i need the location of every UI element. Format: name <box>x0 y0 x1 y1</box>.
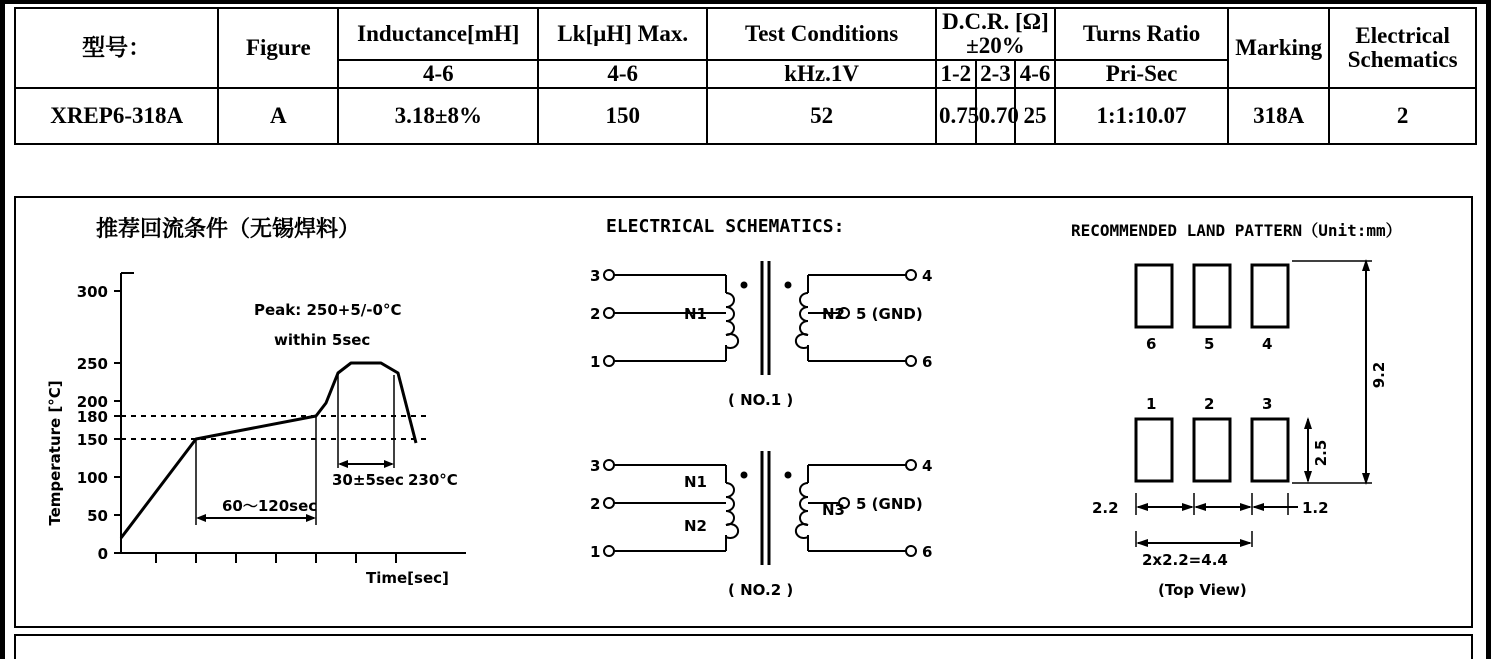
top-border-bar <box>5 0 1486 4</box>
header-model: 型号： <box>15 8 218 88</box>
header-dcr-4-6: 4-6 <box>1015 60 1055 88</box>
header-lk-sub: 4-6 <box>538 60 707 88</box>
svg-text:2x2.2=4.4: 2x2.2=4.4 <box>1142 551 1228 569</box>
header-figure: Figure <box>218 8 338 88</box>
svg-text:N1: N1 <box>684 473 707 491</box>
svg-text:2: 2 <box>590 305 601 323</box>
schematic-no2 <box>590 451 932 599</box>
cell-turns-ratio: 1:1:10.07 <box>1055 88 1228 144</box>
header-marking: Marking <box>1228 8 1329 88</box>
svg-text:2.5: 2.5 <box>1312 439 1330 467</box>
svg-text:180: 180 <box>76 408 108 426</box>
reflow-section-title: 推荐回流条件（无锡焊料） <box>96 217 361 242</box>
svg-text:6: 6 <box>922 353 933 371</box>
header-dcr: D.C.R. [Ω] ±20% <box>936 8 1055 60</box>
cell-lk: 150 <box>538 88 707 144</box>
header-inductance: Inductance[mH] <box>338 8 538 60</box>
svg-text:3: 3 <box>590 457 601 475</box>
cell-dcr-4-6: 25 <box>1015 88 1055 144</box>
land-pattern-section-title: RECOMMENDED LAND PATTERN（Unit:mm） <box>1071 221 1402 240</box>
cell-figure: A <box>218 88 338 144</box>
svg-text:9.2: 9.2 <box>1370 361 1388 389</box>
svg-text:50: 50 <box>87 507 108 525</box>
cell-dcr-2-3: 0.70 <box>976 88 1016 144</box>
svg-text:N2: N2 <box>684 517 707 535</box>
cell-model: XREP6-318A <box>15 88 218 144</box>
svg-text:2: 2 <box>1204 395 1215 413</box>
schematics-section-title: ELECTRICAL SCHEMATICS: <box>606 216 845 237</box>
svg-text:1: 1 <box>590 543 601 561</box>
cell-inductance: 3.18±8% <box>338 88 538 144</box>
specification-table <box>14 7 1477 145</box>
svg-text:N3: N3 <box>822 501 845 519</box>
svg-text:150: 150 <box>76 431 108 449</box>
svg-text:Time[sec]: Time[sec] <box>366 569 449 587</box>
svg-text:5: 5 <box>1204 335 1215 353</box>
svg-text:N2: N2 <box>822 305 845 323</box>
lower-panel <box>14 196 1473 628</box>
cell-dcr-1-2: 0.75 <box>936 88 976 144</box>
header-test-conditions-sub: kHz.1V <box>707 60 936 88</box>
header-lk: Lk[µH] Max. <box>538 8 707 60</box>
svg-text:5 (GND): 5 (GND) <box>856 305 923 323</box>
svg-text:1: 1 <box>1146 395 1157 413</box>
reflow-profile-chart <box>26 253 506 613</box>
svg-text:(Top View): (Top View) <box>1158 581 1247 599</box>
svg-text:4: 4 <box>922 457 933 475</box>
svg-text:2.2: 2.2 <box>1092 499 1119 517</box>
cell-test-conditions: 52 <box>707 88 936 144</box>
svg-text:( NO.1 ): ( NO.1 ) <box>728 391 794 409</box>
bottom-strip <box>14 634 1473 659</box>
schematic-no1 <box>590 261 932 409</box>
svg-text:100: 100 <box>76 469 108 487</box>
cell-marking: 318A <box>1228 88 1329 144</box>
electrical-schematics-diagram <box>576 253 976 613</box>
svg-text:30±5sec: 30±5sec <box>332 471 404 489</box>
svg-text:6: 6 <box>922 543 933 561</box>
header-turns-ratio-sub: Pri-Sec <box>1055 60 1228 88</box>
header-turns-ratio: Turns Ratio <box>1055 8 1228 60</box>
land-pattern-diagram <box>1006 243 1456 613</box>
svg-text:( NO.2 ): ( NO.2 ) <box>728 581 794 599</box>
svg-text:4: 4 <box>922 267 933 285</box>
svg-text:200: 200 <box>76 393 108 411</box>
svg-text:300: 300 <box>76 283 108 301</box>
svg-text:N1: N1 <box>684 305 707 323</box>
svg-text:1.2: 1.2 <box>1302 499 1329 517</box>
svg-text:230°C: 230°C <box>408 471 458 489</box>
svg-text:Temperature [°C]: Temperature [°C] <box>46 380 64 526</box>
header-dcr-2-3: 2-3 <box>976 60 1016 88</box>
svg-text:3: 3 <box>1262 395 1273 413</box>
svg-text:Peak: 250+5/-0°C: Peak: 250+5/-0°C <box>254 301 402 319</box>
header-schematics: Electrical Schematics <box>1329 8 1476 88</box>
svg-text:1: 1 <box>590 353 601 371</box>
header-dcr-1-2: 1-2 <box>936 60 976 88</box>
table-header-row-1 <box>15 8 1476 60</box>
svg-text:0: 0 <box>97 545 108 563</box>
svg-text:250: 250 <box>76 355 108 373</box>
svg-text:6: 6 <box>1146 335 1157 353</box>
svg-text:3: 3 <box>590 267 601 285</box>
svg-text:within 5sec: within 5sec <box>274 331 371 349</box>
svg-text:4: 4 <box>1262 335 1273 353</box>
svg-text:2: 2 <box>590 495 601 513</box>
svg-text:5 (GND): 5 (GND) <box>856 495 923 513</box>
cell-schematics: 2 <box>1329 88 1476 144</box>
svg-text:60～120sec: 60～120sec <box>222 497 318 515</box>
header-test-conditions: Test Conditions <box>707 8 936 60</box>
header-inductance-sub: 4-6 <box>338 60 538 88</box>
table-row <box>15 88 1476 144</box>
